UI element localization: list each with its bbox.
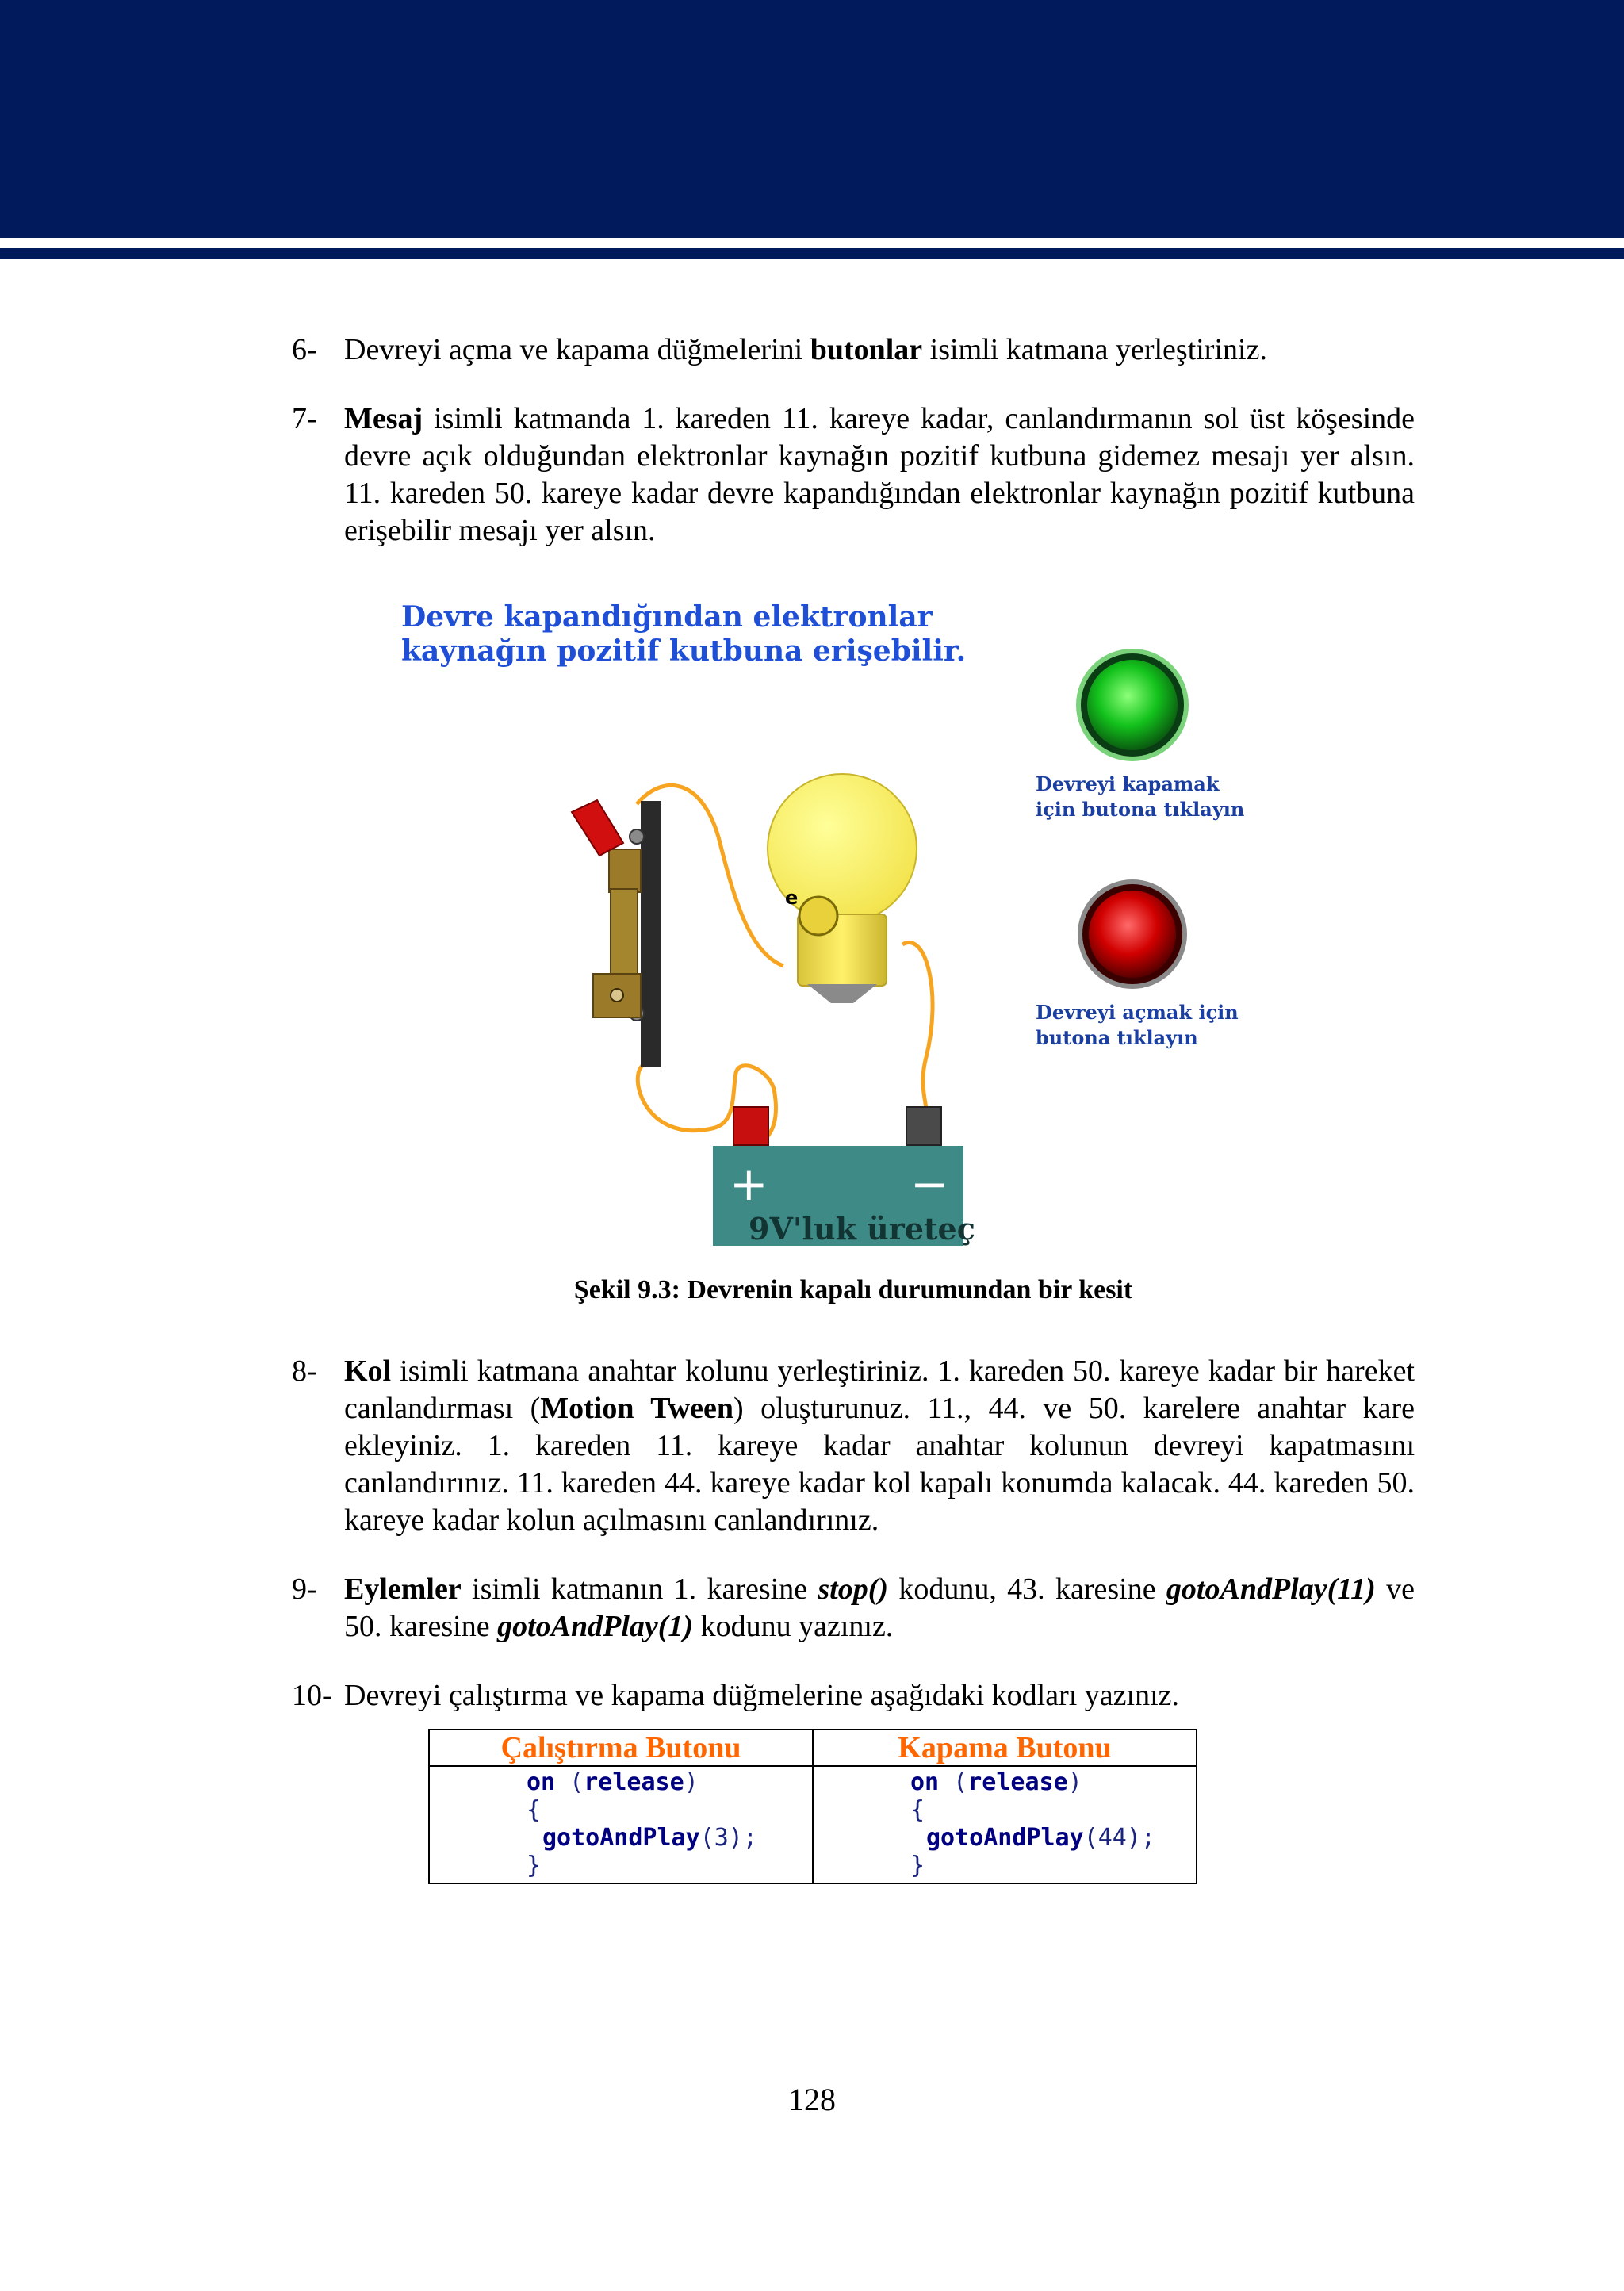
figure-message-line2: kaynağın pozitif kutbuna erişebilir. [401,634,967,668]
header-rule [0,248,1624,259]
header-band [0,0,1624,238]
red-button-label-line1: Devreyi açmak için [1036,1001,1239,1024]
item-text: Eylemler isimli katmanın 1. karesine stop() kodunu, 43. karesine gotoAndPlay(11) ve 50. karesine gotoAndPlay(1) kodunu yazınız. [344,1573,1415,1643]
item-text: Devreyi açma ve kapama düğmelerini butonlar isimli katmana yerleştiriniz. [344,333,1267,366]
code-line: gotoAndPlay(44); [926,1824,1155,1852]
list-item-7 [292,400,1415,550]
item-number: 9- [292,1573,317,1606]
electron [799,897,837,935]
green-button-face [1087,660,1178,750]
circuit-illustration [292,581,1415,1263]
switch-bracket-top [609,849,641,892]
bulb-tip [807,984,877,1003]
wire-right [902,942,933,1109]
battery-label: 9V'luk üreteç [749,1211,975,1247]
battery-minus-sign: − [910,1157,949,1211]
code-line: { [527,1796,542,1824]
code-line: gotoAndPlay(3); [542,1824,757,1852]
code-table [428,1729,1197,1884]
switch-handle [572,800,623,856]
list-item-10 [292,1677,1415,1714]
item-text: Mesaj isimli katmanda 1. kareden 11. kareye kadar, canlandırmanın sol üst köşesinde devre açık olduğundan elektronlar kaynağın pozitif kutbuna gidemez mesajı yer alsın. 11. kareden 50. kareye kadar devre kapandığından elektronlar kaynağın pozitif kutbuna erişebilir mesajı yer alsın. [344,402,1415,547]
battery-plus-sign: + [730,1157,768,1211]
item-number: 10- [292,1679,332,1712]
item-text: Devreyi çalıştırma ve kapama düğmelerine aşağıdaki kodları yazınız. [344,1679,1180,1712]
page-number: 128 [788,2082,836,2117]
green-button-label-line2: için butona tıklayın [1036,798,1245,821]
code-line: on (release) [527,1768,699,1796]
item-number: 6- [292,333,317,366]
circuit-figure [292,581,1415,1263]
list-item-6 [292,331,1415,369]
figure-caption: Şekil 9.3: Devrenin kapalı durumundan bir kesit [573,1275,1133,1304]
red-button-label-line2: butona tıklayın [1036,1026,1198,1049]
list-item-9 [292,1571,1415,1645]
code-line: } [910,1852,925,1879]
battery-minus-terminal [906,1107,941,1145]
green-button-label-line1: Devreyi kapamak [1036,772,1220,795]
code-cell-run [429,1766,813,1883]
switch-screw [630,829,644,844]
code-line: on (release) [910,1768,1082,1796]
list-item-8 [292,1353,1415,1539]
item-number: 7- [292,402,317,435]
table-header-run: Çalıştırma Butonu [429,1730,813,1766]
item-number: 8- [292,1354,317,1388]
switch-board [641,801,661,1067]
switch-pivot [611,989,623,1002]
battery-plus-terminal [733,1107,768,1145]
switch-lever [611,889,638,976]
page-content [292,331,1415,1884]
code-line: { [910,1796,925,1824]
code-line: } [527,1852,542,1879]
figure-message-line1: Devre kapandığından elektronlar [401,600,933,634]
table-header-stop: Kapama Butonu [813,1730,1197,1766]
code-cell-stop [813,1766,1197,1883]
item-text: Kol isimli katmana anahtar kolunu yerleştiriniz. 1. kareden 50. kareye kadar bir hareket canlandırması (Motion Tween) oluşturunuz. 11., 44. ve 50. karelere anahtar kare ekleyiniz. 1. kareden 11. kareye kadar anahtar kolunun devreyi kapatmasını canlandırınız. 11. kareden 44. kareye kadar kol kapalı konumda kalacak. 44. kareden 50. kareye kadar kolun açılmasını canlandırınız. [344,1354,1415,1537]
electron-label: e [785,887,799,909]
red-button-face [1089,891,1176,978]
